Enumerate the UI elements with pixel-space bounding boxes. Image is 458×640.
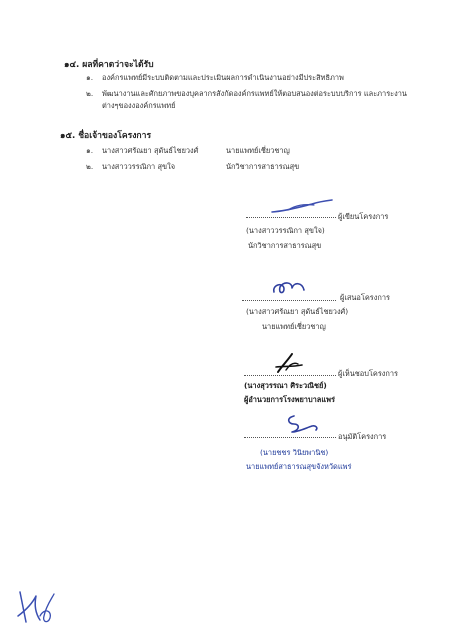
- signature-4-name: (นายชชร วินิยพานิช): [260, 448, 329, 457]
- section-14-item-1-text: องค์กรแพทย์มีระบบติดตามและประเมินผลการดำเนินงานอย่างมีประสิทธิภาพ: [102, 73, 344, 82]
- signature-1-title: นักวิชาการสาธารณสุข: [248, 241, 322, 250]
- section-15-heading: ๑๕. ชื่อเจ้าของโครงการ: [60, 131, 152, 141]
- signature-1-image: [268, 197, 338, 217]
- signature-3-line: [244, 375, 336, 376]
- signature-4-line: [244, 437, 336, 438]
- signature-4-role: อนุมัติโครงการ: [338, 432, 387, 441]
- signature-3-role: ผู้เห็นชอบโครงการ: [338, 369, 399, 378]
- section-14-item-2-number: ๒.: [86, 89, 94, 98]
- signature-2-name: (นางสาวศรัณยา สุดันธ์ไชยวงศ์): [246, 307, 349, 316]
- signature-2-line: [242, 300, 336, 301]
- signature-3-name: (นางสุวรรณา ศิระวณิชย์): [244, 381, 327, 390]
- section-14-heading: ๑๔. ผลที่คาดว่าจะได้รับ: [64, 60, 154, 70]
- signature-1-line: [246, 217, 336, 218]
- section-14-item-2-text: พัฒนางานและศักยภาพของบุคลากรสังกัดองค์กรแพทย์ให้ตอบสนองต่อระบบบริการ และภาระงาน: [102, 89, 407, 98]
- owner-2-name: นางสาววรรณิกา สุขใจ: [102, 162, 176, 171]
- margin-initials-mark: [14, 586, 58, 628]
- signature-2-role: ผู้เสนอโครงการ: [340, 293, 390, 302]
- owner-1-number: ๑.: [86, 146, 94, 155]
- signature-4-image: [282, 412, 322, 436]
- owner-1-name: นางสาวศรัณยา สุดันธ์ไชยวงศ์: [102, 146, 199, 155]
- owner-1-position: นายแพทย์เชี่ยวชาญ: [226, 146, 290, 155]
- section-14-item-1-number: ๑.: [86, 73, 94, 82]
- signature-3-image: [272, 350, 308, 376]
- owner-2-position: นักวิชาการสาธารณสุข: [226, 162, 300, 171]
- section-14-item-2-text-continued: ต่างๆของงองค์กรแพทย์: [102, 101, 176, 110]
- signature-2-image: [270, 278, 314, 298]
- signature-1-name: (นางสาววรรณิกา สุขใจ): [246, 226, 325, 235]
- signature-3-title: ผู้อำนวยการโรงพยาบาลแพร่: [244, 395, 335, 404]
- signature-2-title: นายแพทย์เชี่ยวชาญ: [262, 322, 326, 331]
- signature-4-title: นายแพทย์สาธารณสุขจังหวัดแพร่: [246, 462, 352, 471]
- owner-2-number: ๒.: [86, 162, 94, 171]
- signature-1-role: ผู้เขียนโครงการ: [338, 212, 389, 221]
